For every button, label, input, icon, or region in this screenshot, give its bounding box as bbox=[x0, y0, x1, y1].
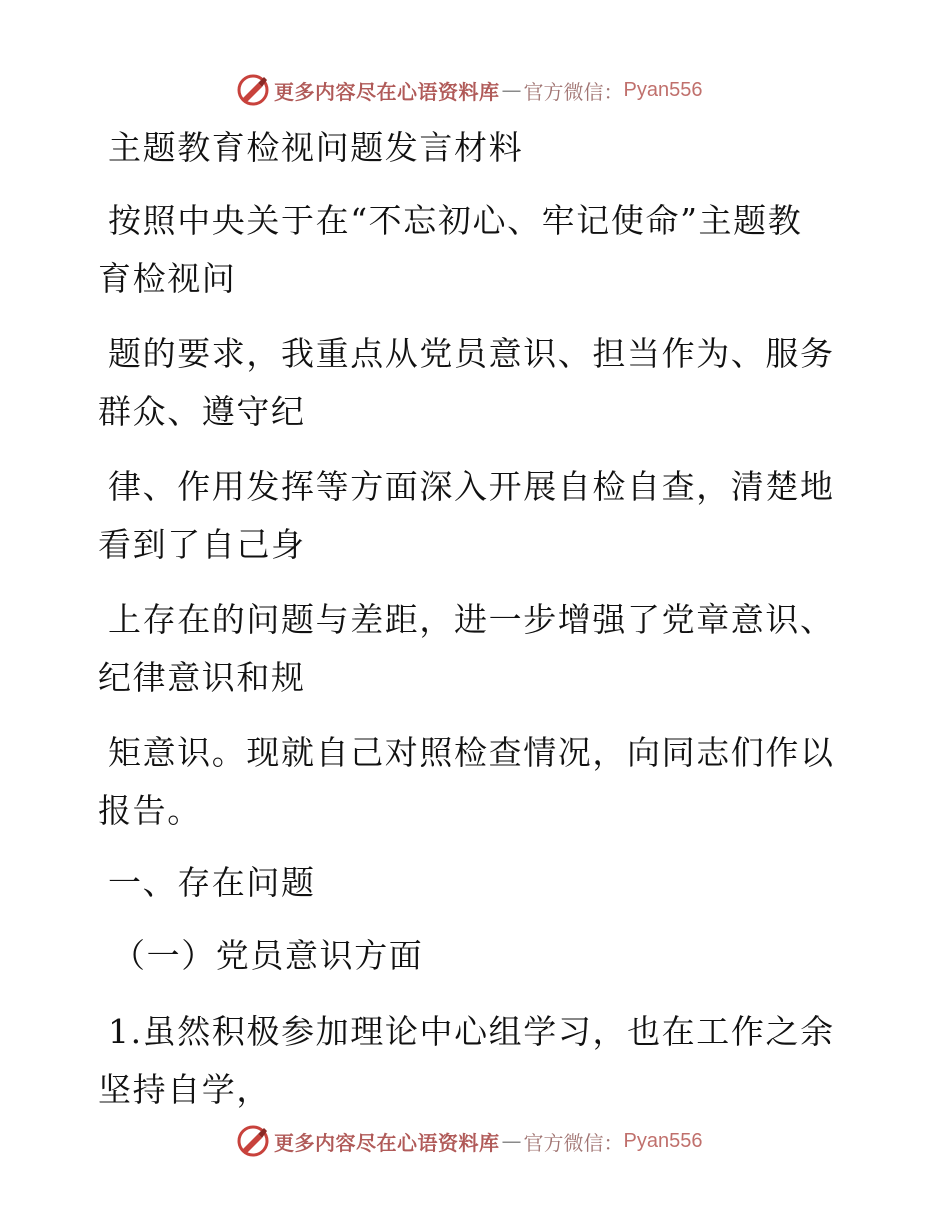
paragraph-line: 育检视问 bbox=[98, 259, 237, 298]
paragraph-line: 报告。 bbox=[98, 791, 202, 830]
subsection-heading: （一）党员意识方面 bbox=[112, 936, 424, 975]
banner-site-text: 更多内容尽在心语资料库 bbox=[274, 1130, 500, 1155]
banner-wechat-label: 官方微信： bbox=[523, 1130, 624, 1155]
paragraph-line: 律、作用发挥等方面深入开展自检自查，清楚地 bbox=[108, 467, 835, 506]
paragraph-line: 上存在的问题与差距，进一步增强了党章意识、 bbox=[108, 600, 835, 639]
banner-wechat-id: Pyan556 bbox=[623, 1129, 703, 1152]
paragraph-line: 题的要求，我重点从党员意识、担当作为、服务 bbox=[108, 334, 835, 373]
document-title: 主题教育检视问题发言材料 bbox=[108, 128, 524, 167]
paragraph-line: 纪律意识和规 bbox=[98, 658, 306, 697]
banner-wechat-label: 官方微信： bbox=[523, 79, 624, 104]
watermark-banner-top bbox=[236, 72, 702, 108]
paragraph-line: 群众、遵守纪 bbox=[98, 392, 306, 431]
paragraph-line: 看到了自己身 bbox=[98, 525, 306, 564]
watermark-banner-bottom bbox=[236, 1123, 702, 1159]
list-item-line: 坚持自学， bbox=[98, 1070, 271, 1109]
banner-wechat-id: Pyan556 bbox=[623, 78, 703, 101]
paragraph-line: 按照中央关于在“不忘初心、牢记使命”主题教 bbox=[108, 201, 803, 240]
section-heading: 一、存在问题 bbox=[108, 863, 316, 902]
pen-logo-icon bbox=[236, 1124, 270, 1158]
banner-separator: — bbox=[501, 1129, 522, 1153]
paragraph-line: 矩意识。现就自己对照检查情况，向同志们作以 bbox=[108, 733, 835, 772]
banner-separator: — bbox=[501, 78, 522, 102]
list-item-line: 1.虽然积极参加理论中心组学习，也在工作之余 bbox=[108, 1012, 835, 1051]
banner-site-text: 更多内容尽在心语资料库 bbox=[274, 79, 500, 104]
pen-logo-icon bbox=[236, 73, 270, 107]
